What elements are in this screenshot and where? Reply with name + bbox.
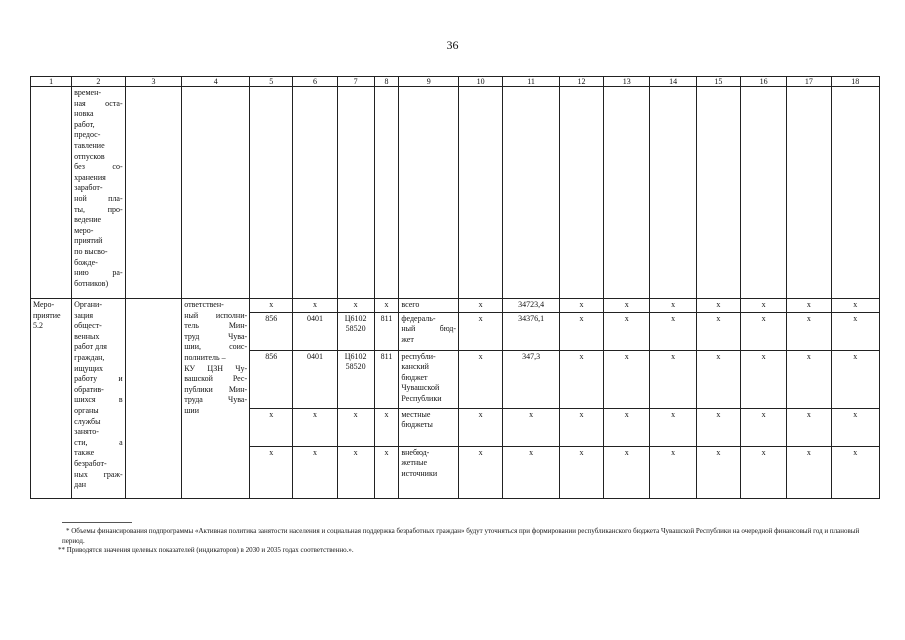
col-header: 6 xyxy=(293,77,337,87)
text-line: новка xyxy=(74,109,94,119)
table-cell: x xyxy=(787,350,831,408)
col-header: 16 xyxy=(740,77,786,87)
text-line: ты, про- xyxy=(74,204,123,214)
table-cell xyxy=(399,87,459,299)
amount-cell: x xyxy=(503,446,560,498)
text-line: внебюд- xyxy=(401,447,430,457)
footnote-financing: * Объемы финансирования подпрограммы «Активная политика занятости населения и социальная поддержка безработных граждан» будут уточняться при формировании республиканского бюджета Чувашской Республики на очередной финансовый год и плановый период. xyxy=(62,527,860,545)
col-header: 9 xyxy=(399,77,459,87)
table-cell: x xyxy=(250,446,293,498)
col-header: 15 xyxy=(696,77,740,87)
text-line: источники xyxy=(401,468,438,478)
table-cell: x xyxy=(650,312,696,350)
text-line: Ц6102 xyxy=(344,313,367,323)
col-header: 14 xyxy=(650,77,696,87)
text-line: предос- xyxy=(74,130,101,140)
table-cell: x xyxy=(374,408,399,446)
kbk-cell xyxy=(337,312,374,350)
amount-cell: 347,3 xyxy=(503,350,560,408)
table-cell: x xyxy=(459,350,503,408)
table-cell: x xyxy=(740,312,786,350)
text-line: занято- xyxy=(74,427,99,437)
text-line: тель Мин- xyxy=(184,321,248,331)
text-line: времен- xyxy=(74,88,102,97)
text-line: работу и xyxy=(74,374,123,384)
col-header: 5 xyxy=(250,77,293,87)
text-line: шии xyxy=(184,405,199,415)
table-cell xyxy=(740,87,786,299)
text-line: сти, а xyxy=(74,437,123,447)
funding-source xyxy=(399,446,459,498)
table-cell: x xyxy=(787,408,831,446)
amount-cell: 34723,4 xyxy=(503,299,560,313)
text-line: ищущих xyxy=(74,363,104,373)
table-cell: 0401 xyxy=(293,350,337,408)
text-line: Органи- xyxy=(74,300,102,309)
table-cell: x xyxy=(787,446,831,498)
text-line: общест- xyxy=(74,321,102,331)
table-cell: x xyxy=(650,408,696,446)
table-cell xyxy=(503,87,560,299)
funding-source xyxy=(399,312,459,350)
text-line: ведение xyxy=(74,215,102,225)
text-line: венных xyxy=(74,331,100,341)
table-cell: x xyxy=(787,312,831,350)
table-cell xyxy=(31,87,72,299)
table-cell: x xyxy=(293,299,337,313)
text-line: ная оста- xyxy=(74,98,123,108)
text-line: по высво- xyxy=(74,246,108,256)
table-cell: x xyxy=(831,446,879,498)
event-name xyxy=(31,299,72,499)
text-line: жет xyxy=(401,334,414,344)
text-line: ботников) xyxy=(74,278,109,288)
text-line: полнитель – xyxy=(184,352,226,362)
table-cell: x xyxy=(831,408,879,446)
table-cell: x xyxy=(250,408,293,446)
table-cell xyxy=(696,87,740,299)
text-line: 58520 xyxy=(345,324,366,334)
text-line: труда Чува- xyxy=(184,395,248,405)
table-cell xyxy=(182,87,250,299)
table-cell: x xyxy=(740,350,786,408)
text-line: ный бюд- xyxy=(401,324,457,334)
text-line: труд Чува- xyxy=(184,331,248,341)
text-line: Чувашской xyxy=(401,383,440,393)
text-line: также xyxy=(74,448,95,458)
text-line: федераль- xyxy=(401,313,436,323)
text-line: бождe- xyxy=(74,257,98,267)
text-line: хранения xyxy=(74,172,106,182)
event-description xyxy=(72,299,126,499)
text-line: граждан, xyxy=(74,352,105,362)
table-cell: x xyxy=(604,446,650,498)
text-line: КУ ЦЗН Чу- xyxy=(184,363,248,373)
table-cell xyxy=(125,299,182,499)
table-cell xyxy=(831,87,879,299)
text-line: бюджет xyxy=(401,372,428,382)
text-line: ной пла- xyxy=(74,193,123,203)
text-line: тавление xyxy=(74,140,105,150)
table-cell: x xyxy=(337,446,374,498)
table-cell: x xyxy=(250,299,293,313)
text-line: органы xyxy=(74,405,99,415)
col-header: 13 xyxy=(604,77,650,87)
table-cell: x xyxy=(740,408,786,446)
table-cell xyxy=(250,87,293,299)
text-line: без со- xyxy=(74,162,123,172)
table-cell xyxy=(787,87,831,299)
table-cell: x xyxy=(650,299,696,313)
text-line: республи- xyxy=(401,351,436,361)
text-line: ответствен- xyxy=(184,300,224,309)
table-cell: 0401 xyxy=(293,312,337,350)
col-header: 10 xyxy=(459,77,503,87)
table-cell: x xyxy=(604,299,650,313)
col-header: 3 xyxy=(125,77,182,87)
table-cell: x xyxy=(559,408,603,446)
page-number: 36 xyxy=(446,38,459,52)
funding-source: всего xyxy=(399,299,459,313)
funding-source xyxy=(399,408,459,446)
text-line: службы xyxy=(74,416,101,426)
table-cell: x xyxy=(831,312,879,350)
text-line: Республики xyxy=(401,393,442,403)
kbk-cell xyxy=(337,350,374,408)
table-cell xyxy=(293,87,337,299)
text-line: бюджеты xyxy=(401,420,433,430)
text-line: ный исполни- xyxy=(184,310,248,320)
amount-cell: x xyxy=(503,408,560,446)
table-cell: x xyxy=(559,446,603,498)
text-line: вашской Рес- xyxy=(184,374,248,384)
footnote-indicators: ** Приводятся значения целевых показателей (индикаторов) в 2030 и 2035 годах соответственно.». xyxy=(58,546,354,554)
table-cell: x xyxy=(831,299,879,313)
text-line: отпусков xyxy=(74,151,105,161)
col-header: 18 xyxy=(831,77,879,87)
table-cell: x xyxy=(604,408,650,446)
text-line: заработ- xyxy=(74,183,103,193)
table-cell: x xyxy=(293,408,337,446)
text-line: ных граж- xyxy=(74,469,123,479)
footnotes xyxy=(58,522,862,556)
text-line: канский xyxy=(401,362,429,372)
table-cell: x xyxy=(559,312,603,350)
text-line: обратив- xyxy=(74,384,104,394)
table-cell xyxy=(125,87,182,299)
text-line: меро- xyxy=(74,225,94,235)
continuation-row xyxy=(31,87,880,299)
table-cell: 811 xyxy=(374,312,399,350)
col-header: 4 xyxy=(182,77,250,87)
table-cell xyxy=(650,87,696,299)
col-header: 2 xyxy=(72,77,126,87)
col-header: 12 xyxy=(559,77,603,87)
table-cell: x xyxy=(650,446,696,498)
text-line: дан xyxy=(74,480,87,490)
table-cell: x xyxy=(459,408,503,446)
table-cell xyxy=(459,87,503,299)
table-cell: x xyxy=(831,350,879,408)
table-cell: x xyxy=(696,446,740,498)
text-line: шихся в xyxy=(74,395,123,405)
table-cell: 856 xyxy=(250,350,293,408)
text-line: публики Мин- xyxy=(184,384,248,394)
table-cell: x xyxy=(459,299,503,313)
table-cell: x xyxy=(293,446,337,498)
table-cell: 811 xyxy=(374,350,399,408)
text-line: приятий xyxy=(74,236,103,246)
event-executor xyxy=(182,299,250,499)
table-cell: x xyxy=(650,350,696,408)
table-cell: x xyxy=(696,350,740,408)
column-number-row xyxy=(31,77,880,87)
table-cell: 856 xyxy=(250,312,293,350)
text-line: зация xyxy=(74,310,94,320)
table-cell xyxy=(604,87,650,299)
table-cell: x xyxy=(459,312,503,350)
text-line: 58520 xyxy=(345,362,366,372)
text-line: местные xyxy=(401,409,431,419)
continuation-description xyxy=(72,87,126,299)
footnote-divider xyxy=(62,522,132,523)
table-cell: x xyxy=(604,312,650,350)
table-cell xyxy=(337,87,374,299)
table-cell: x xyxy=(459,446,503,498)
funding-source xyxy=(399,350,459,408)
col-header: 1 xyxy=(31,77,72,87)
table-cell: x xyxy=(374,299,399,313)
table-cell: x xyxy=(559,299,603,313)
text-line: безработ- xyxy=(74,458,107,468)
text-line: работ для xyxy=(74,342,107,352)
table-cell: x xyxy=(696,408,740,446)
table-cell: x xyxy=(696,299,740,313)
col-header: 8 xyxy=(374,77,399,87)
table-cell xyxy=(374,87,399,299)
table-cell: x xyxy=(696,312,740,350)
table-cell: x xyxy=(374,446,399,498)
text-line: Ц6102 xyxy=(344,351,367,361)
col-header: 7 xyxy=(337,77,374,87)
table-cell: x xyxy=(740,299,786,313)
col-header: 17 xyxy=(787,77,831,87)
col-header: 11 xyxy=(503,77,560,87)
table-cell xyxy=(559,87,603,299)
table-row xyxy=(31,299,880,313)
table-cell: x xyxy=(787,299,831,313)
table-cell: x xyxy=(337,299,374,313)
text-line: нию ра- xyxy=(74,268,123,278)
text-line: приятие 5.2 xyxy=(33,310,61,331)
text-line: жетные xyxy=(401,458,428,468)
text-line: работ, xyxy=(74,119,95,129)
amount-cell: 34376,1 xyxy=(503,312,560,350)
table-cell: x xyxy=(604,350,650,408)
table-cell: x xyxy=(337,408,374,446)
table-cell: x xyxy=(740,446,786,498)
text-line: шии, соис- xyxy=(184,342,248,352)
text-line: Меро- xyxy=(33,300,55,309)
financing-table xyxy=(30,76,880,499)
table-cell: x xyxy=(559,350,603,408)
